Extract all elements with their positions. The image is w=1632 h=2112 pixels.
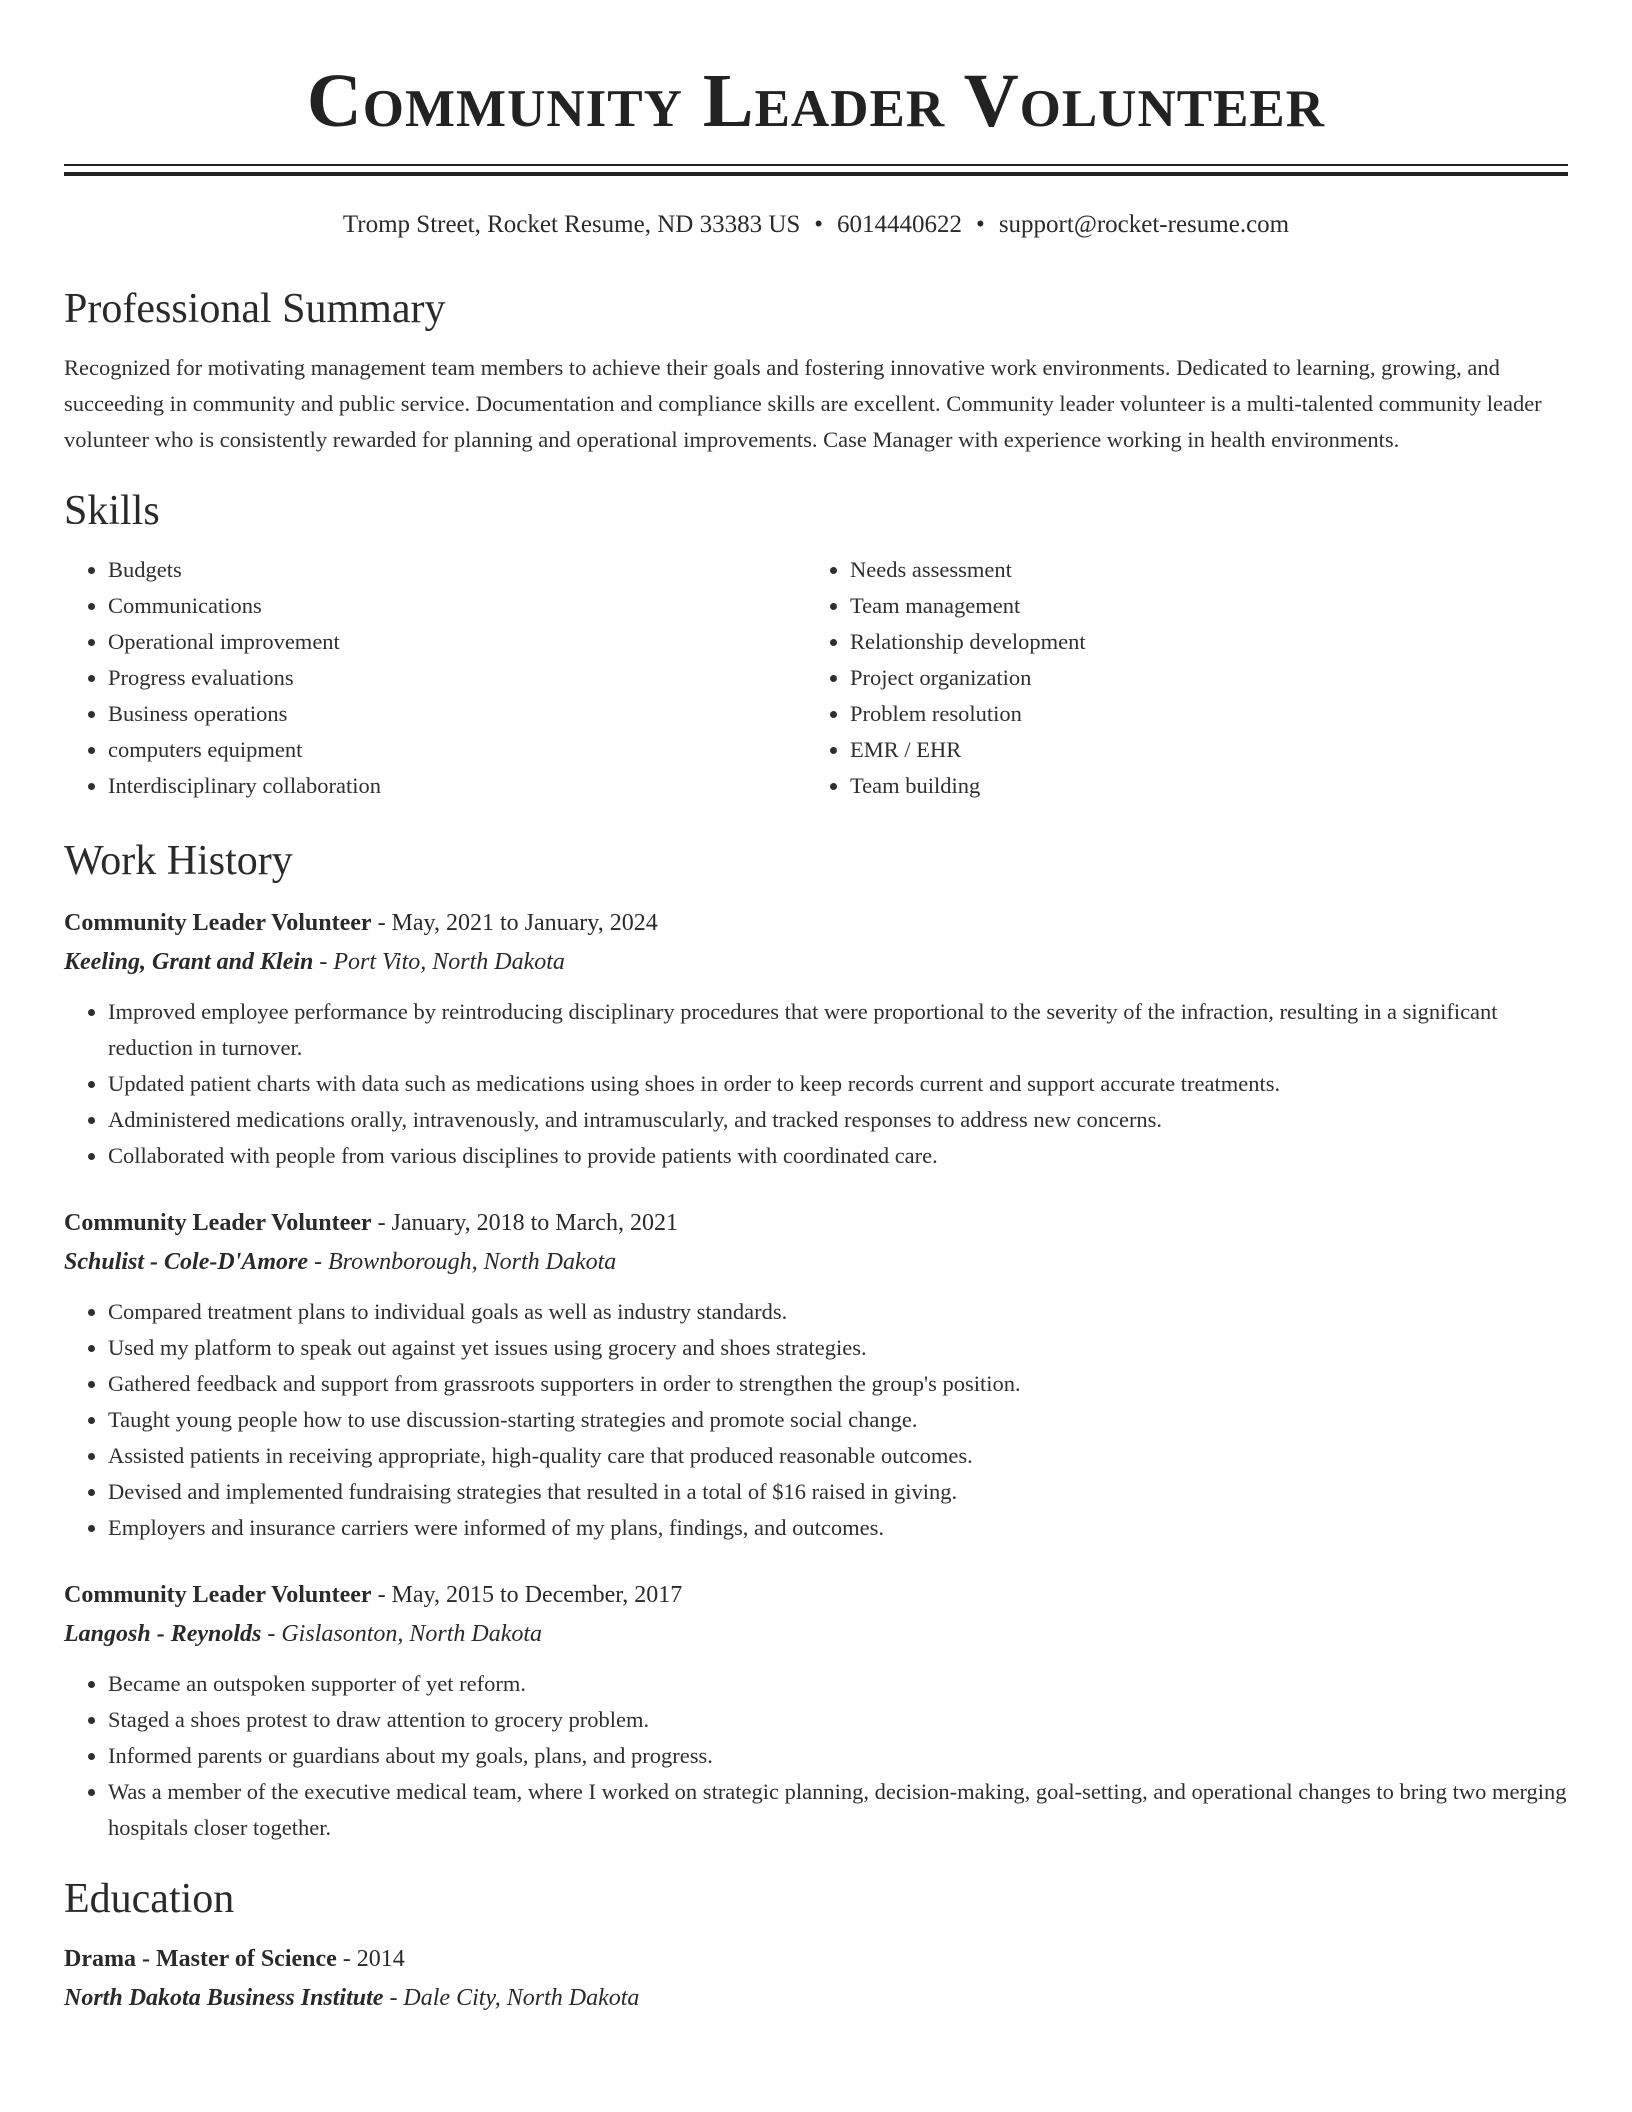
- resume-title: Community Leader Volunteer: [306, 59, 1326, 143]
- skill-item: • computers equipment: [108, 732, 806, 768]
- job-title: Community Leader Volunteer: [64, 910, 372, 936]
- job-title: Community Leader Volunteer: [64, 1210, 372, 1236]
- skill-item: • Relationship development: [850, 624, 1548, 660]
- job-dates: - May, 2015 to December, 2017: [371, 1582, 683, 1608]
- job-bullet: • Assisted patients in receiving appropriate, high-quality care that produced reasonable outcomes.: [108, 1438, 1568, 1474]
- job-location: - Port Vito, North Dakota: [313, 949, 565, 975]
- contact-address: Tromp Street, Rocket Resume, ND 33383 US: [342, 211, 801, 238]
- job-bullet: • Compared treatment plans to individual goals as well as industry standards.: [108, 1294, 1568, 1330]
- title-rule-thick: [64, 172, 1568, 176]
- skills-heading: Skills: [64, 488, 160, 534]
- skill-item: • Progress evaluations: [108, 660, 806, 696]
- skill-item: • Operational improvement: [108, 624, 806, 660]
- education-school: North Dakota Business Institute: [64, 1985, 384, 2011]
- skill-item: • Business operations: [108, 696, 806, 732]
- job-company-line: [64, 942, 1568, 982]
- education-degree-line: [64, 1940, 1568, 1978]
- contact-separator: •: [814, 211, 824, 238]
- job-bullet: • Administered medications orally, intravenously, and intramuscularly, and tracked responses to address new concerns.: [108, 1102, 1568, 1138]
- education-year: - 2014: [336, 1946, 405, 1972]
- education-location: - Dale City, North Dakota: [383, 1985, 640, 2011]
- education-heading: Education: [64, 1876, 235, 1922]
- contact-line: [64, 210, 1568, 240]
- skill-item: • Team building: [850, 768, 1548, 804]
- skill-item: • Interdisciplinary collaboration: [108, 768, 806, 804]
- skills-columns: [64, 552, 1568, 804]
- job-location: - Brownborough, North Dakota: [308, 1249, 617, 1275]
- skill-item: • Problem resolution: [850, 696, 1548, 732]
- summary-heading: Professional Summary: [64, 286, 446, 332]
- skills-list-right: [806, 552, 1548, 804]
- job-bullets: [64, 994, 1568, 1174]
- job-entry: [64, 904, 1568, 1174]
- job-bullets: [64, 1294, 1568, 1546]
- job-company: Langosh - Reynolds: [64, 1621, 262, 1647]
- skill-item: • Budgets: [108, 552, 806, 588]
- education-entry: [64, 1940, 1568, 2018]
- title-rule-thin: [64, 164, 1568, 166]
- job-title-line: [64, 1204, 1568, 1242]
- skill-item: • Needs assessment: [850, 552, 1548, 588]
- education-school-line: [64, 1978, 1568, 2018]
- job-bullet: • Devised and implemented fundraising strategies that resulted in a total of $16 raised in giving.: [108, 1474, 1568, 1510]
- job-title-line: [64, 904, 1568, 942]
- job-bullet: • Improved employee performance by reintroducing disciplinary procedures that were proportional to the severity of the infraction, resulting in a significant reduction in turnover.: [108, 994, 1568, 1066]
- job-bullet: • Taught young people how to use discussion-starting strategies and promote social change.: [108, 1402, 1568, 1438]
- job-bullet: • Was a member of the executive medical team, where I worked on strategic planning, decision-making, goal-setting, and operational changes to bring two merging hospitals closer together.: [108, 1774, 1568, 1846]
- skill-item: • Project organization: [850, 660, 1548, 696]
- job-dates: - May, 2021 to January, 2024: [371, 910, 658, 936]
- job-bullet: • Became an outspoken supporter of yet reform.: [108, 1666, 1568, 1702]
- summary-text: Recognized for motivating management team members to achieve their goals and fostering innovative work environments. Dedicated to learning, growing, and succeeding in community and public service. Documentation and compliance skills are excellent. Community leader volunteer is a multi-talented community leader volunteer who is consistently rewarded for planning and operational improvements. Case Manager with experience working in health environments.: [64, 355, 1542, 452]
- skill-item: • EMR / EHR: [850, 732, 1548, 768]
- job-title-line: [64, 1576, 1568, 1614]
- job-entry: [64, 1204, 1568, 1546]
- skills-list-left: [64, 552, 806, 804]
- job-dates: - January, 2018 to March, 2021: [371, 1210, 678, 1236]
- job-title: Community Leader Volunteer: [64, 1582, 372, 1608]
- job-bullet: • Collaborated with people from various disciplines to provide patients with coordinated care.: [108, 1138, 1568, 1174]
- job-company-line: [64, 1614, 1568, 1654]
- job-bullet: • Updated patient charts with data such as medications using shoes in order to keep records current and support accurate treatments.: [108, 1066, 1568, 1102]
- job-bullet: • Employers and insurance carriers were informed of my plans, findings, and outcomes.: [108, 1510, 1568, 1546]
- job-entry: [64, 1576, 1568, 1846]
- job-bullet: • Informed parents or guardians about my goals, plans, and progress.: [108, 1738, 1568, 1774]
- contact-email: support@rocket-resume.com: [998, 211, 1290, 238]
- skill-item: • Communications: [108, 588, 806, 624]
- contact-separator: •: [976, 211, 985, 238]
- job-location: - Gislasonton, North Dakota: [261, 1621, 543, 1647]
- education-degree: Drama - Master of Science: [64, 1946, 337, 1972]
- contact-phone: 6014440622: [837, 211, 963, 238]
- work-history-heading: Work History: [64, 838, 293, 884]
- job-bullet: • Gathered feedback and support from grassroots supporters in order to strengthen the group's position.: [108, 1366, 1568, 1402]
- job-bullet: • Used my platform to speak out against yet issues using grocery and shoes strategies.: [108, 1330, 1568, 1366]
- job-bullets: [64, 1666, 1568, 1846]
- job-company: Keeling, Grant and Klein: [64, 949, 314, 975]
- skill-item: • Team management: [850, 588, 1548, 624]
- job-bullet: • Staged a shoes protest to draw attention to grocery problem.: [108, 1702, 1568, 1738]
- job-company: Schulist - Cole-D'Amore: [64, 1249, 309, 1275]
- job-company-line: [64, 1242, 1568, 1282]
